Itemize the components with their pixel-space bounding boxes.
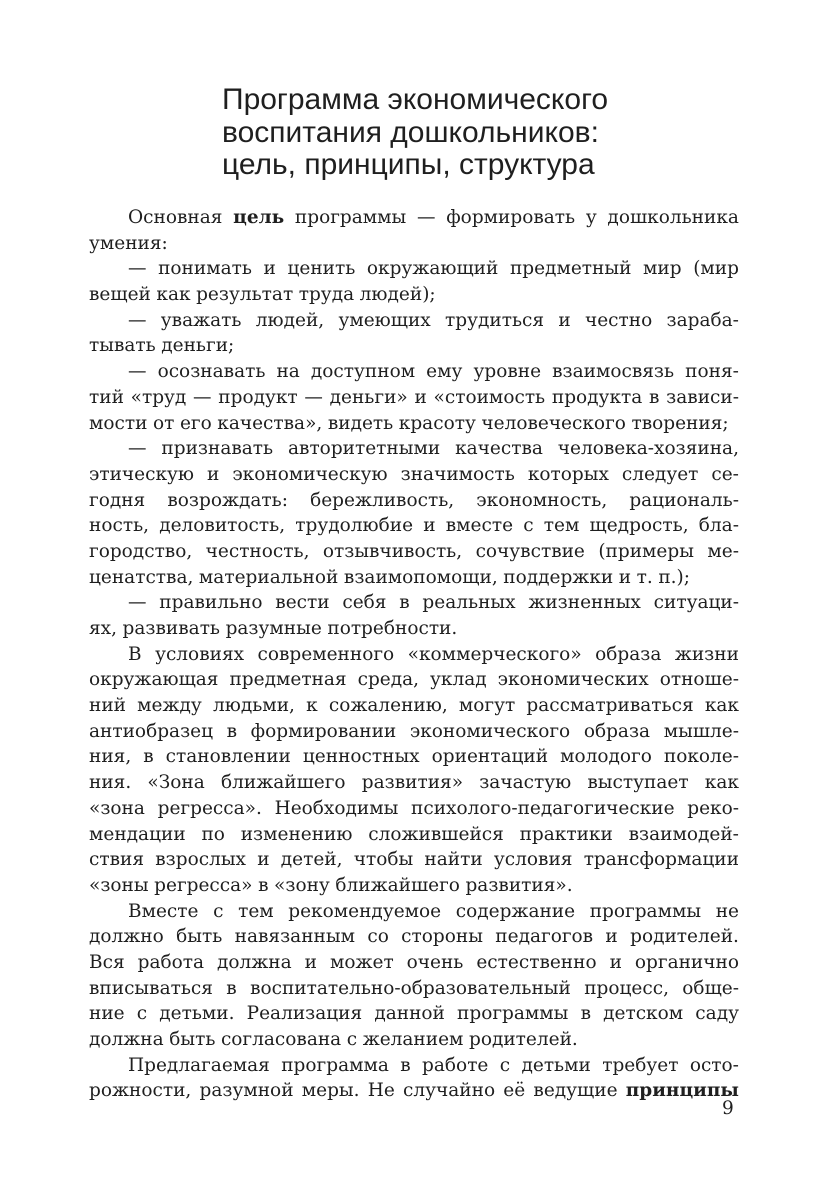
text-line: — уважать людей, умеющих трудиться и честно зараба- [128, 309, 739, 331]
text-line: городство, честность, отзывчивость, сочувствие (примеры ме- [89, 540, 739, 562]
text-line: должно быть навязанным со стороны педагогов и родителей. [89, 926, 739, 948]
text-line: тий «труд — продукт — деньги» и «стоимость продукта в зависи- [89, 386, 739, 408]
text-line: Вся работа должна и может очень естественно и органично [89, 951, 739, 973]
paragraph [89, 899, 739, 1053]
heading-line: воспитания дошкольников: [222, 115, 599, 149]
text-line: мости от его качества», видеть красоту человеческого творения; [89, 412, 729, 434]
text-line: вписываться в воспитательно-образовательный процесс, обще- [89, 977, 739, 999]
text-line: ния. «Зона ближайшего развития» зачастую выступает как [89, 772, 739, 794]
paragraph [89, 642, 739, 899]
paragraph [89, 308, 739, 359]
text-line: ность, деловитость, трудолюбие и вместе с тем щедрость, бла- [89, 515, 739, 537]
text-line: «зона регресса». Необходимы психолого-педагогические реко- [89, 797, 739, 819]
text-line: ние с детьми. Реализация данной программы в детском саду [89, 1003, 739, 1025]
text-line: Вместе с тем рекомендуемое содержание программы не [128, 900, 739, 922]
paragraph [89, 256, 739, 307]
text-line: мендации по изменению сложившейся практики взаимодей- [89, 823, 739, 845]
text-line: ствия взрослых и детей, чтобы найти условия трансформации [89, 849, 739, 871]
text-line: годня возрождать: бережливость, экономность, рациональ- [89, 489, 739, 511]
text-line: антиобразец в формировании экономического образа мышле- [89, 720, 739, 742]
paragraph [89, 436, 739, 590]
text-line: этическую и экономическую значимость которых следует се- [89, 463, 739, 485]
body-text [89, 205, 739, 1104]
text-line: — правильно вести себя в реальных жизненных ситуаци- [128, 592, 739, 614]
paragraph [89, 359, 739, 436]
text-line: — осознавать на доступном ему уровне взаимосвязь поня- [128, 361, 739, 383]
text-line: вещей как результат труда людей); [89, 284, 436, 306]
paragraph [89, 590, 739, 641]
text-line: ния, в становлении ценностных ориентаций молодого поколе- [89, 746, 739, 768]
paragraph [89, 205, 739, 256]
text-line: ний между людьми, к сожалению, могут рассматриваться как [89, 695, 739, 717]
heading-line: цель, принципы, структура [222, 148, 595, 181]
section-heading [222, 84, 702, 182]
text-line: ях, развивать разумные потребности. [89, 618, 458, 639]
text-line: рожности, разумной меры. Не случайно её ведущие принципы [89, 1080, 739, 1102]
paragraph [89, 1053, 739, 1104]
text-line: В условиях современного «коммерческого» образа жизни [128, 643, 739, 665]
text-line: — понимать и ценить окружающий предметный мир (мир [128, 258, 739, 280]
text-line: окружающая предметная среда, уклад экономических отноше- [89, 669, 739, 691]
text-line: ценатства, материальной взаимопомощи, поддержки и т. п.); [89, 566, 690, 588]
text-line: умения: [89, 232, 168, 254]
page-number: 9 [722, 1098, 734, 1119]
heading-line: Программа экономического [222, 83, 609, 116]
text-line: должна быть согласована с желанием родителей. [89, 1029, 578, 1050]
text-line: Основная цель программы — формировать у дошкольника [128, 207, 739, 228]
text-line: «зоны регресса» в «зону ближайшего развития». [89, 874, 573, 896]
text-line: тывать деньги; [89, 335, 235, 357]
text-line: — признавать авторитетными качества человека-хозяина, [128, 438, 739, 460]
text-line: Предлагаемая программа в работе с детьми требует осто- [128, 1054, 739, 1076]
